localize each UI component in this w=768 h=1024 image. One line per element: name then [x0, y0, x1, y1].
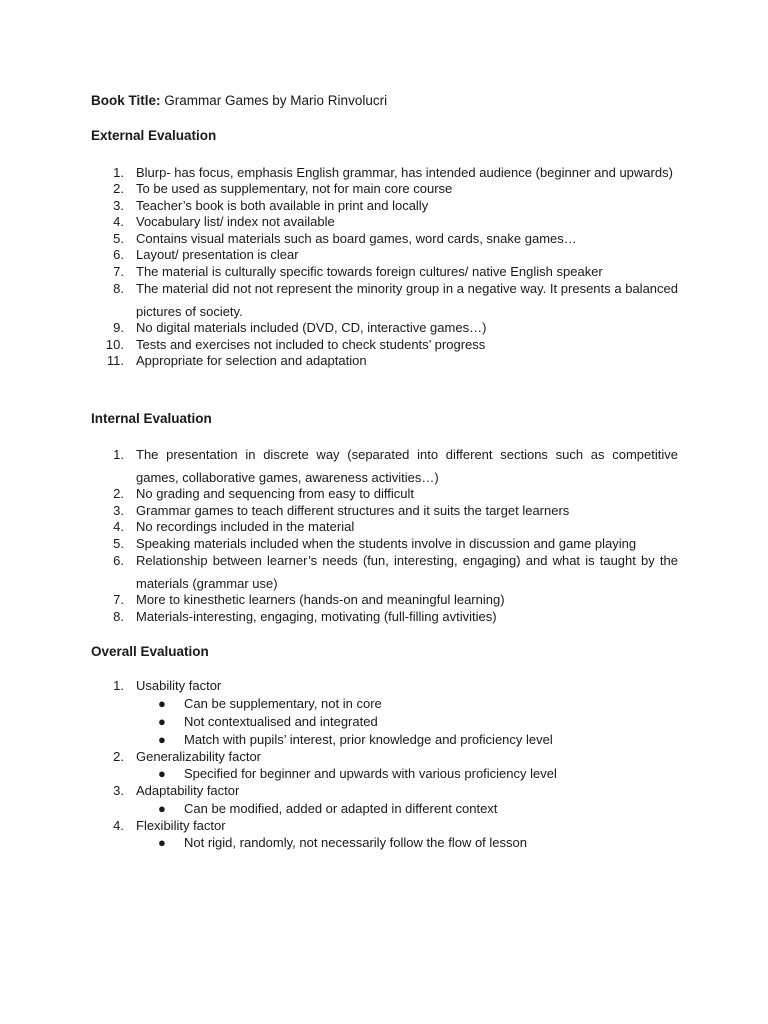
bullet-icon: ● — [158, 713, 166, 729]
factor-item: 1. Usability factor ● Can be supplementary, not in core ● Not contextualised and integrated ● Match with pupils’ interest, prior knowledge and proficiency level — [100, 678, 678, 749]
list-item: 2. To be used as supplementary, not for main core course — [113, 181, 453, 196]
factor-item: 4. Flexibility factor ● Not rigid, randomly, not necessarily follow the flow of lesson — [100, 818, 678, 853]
list-item: 7. More to kinesthetic learners (hands-on and meaningful learning) — [113, 592, 505, 607]
list-item: 3. Grammar games to teach different structures and it suits the target learners — [113, 502, 570, 518]
book-title-label: Book Title: — [91, 93, 161, 108]
overall-evaluation-heading: Overall Evaluation — [91, 644, 209, 659]
factor-bullets — [136, 834, 678, 852]
factor-bullets — [136, 765, 678, 783]
list-item: 5. Contains visual materials such as board games, word cards, snake games… — [113, 230, 577, 246]
list-item: 10. Tests and exercises not included to check students’ progress — [105, 336, 486, 352]
bullet-item: ● Can be modified, added or adapted in different context — [158, 800, 498, 816]
list-item: 8. Materials-interesting, engaging, motivating (full-filling avtivities) — [113, 608, 497, 624]
list-item: 4. Vocabulary list/ index not available — [113, 214, 335, 229]
bullet-item: ● Specified for beginner and upwards with various proficiency level — [158, 766, 557, 781]
bullet-icon: ● — [158, 835, 166, 850]
factor-bullets — [136, 800, 678, 818]
bullet-icon: ● — [158, 800, 166, 816]
list-item: 6. Relationship between learner’s needs (fun, interesting, engaging) and what is taught by the materials (grammar use) — [113, 553, 678, 591]
bullet-item: ● Not rigid, randomly, not necessarily follow the flow of lesson — [158, 835, 527, 850]
internal-evaluation-list — [100, 446, 678, 625]
list-item: 1. Blurp- has focus, emphasis English grammar, has intended audience (beginner and upwards) — [113, 165, 673, 180]
list-item: 5. Speaking materials included when the students involve in discussion and game playing — [113, 535, 637, 551]
internal-evaluation-heading: Internal Evaluation — [91, 411, 212, 426]
factor-item: 3. Adaptability factor ● Can be modified, added or adapted in different context — [100, 783, 678, 818]
bullet-item: ● Can be supplementary, not in core — [158, 695, 382, 711]
list-item: 7. The material is culturally specific towards foreign cultures/ native English speaker — [113, 263, 603, 279]
factor-bullets — [136, 695, 678, 749]
external-evaluation-heading: External Evaluation — [91, 128, 217, 143]
bullet-icon: ● — [158, 731, 166, 747]
overall-evaluation-list — [100, 678, 678, 852]
list-item: 8. The material did not not represent the minority group in a negative way. It presents a balanced pictures of society. — [113, 281, 678, 319]
list-item: 6. Layout/ presentation is clear — [113, 247, 299, 262]
list-item: 1. The presentation in discrete way (separated into different sections such as competitive games, collaborative games, awareness activities…) — [113, 447, 678, 485]
list-item: 9. No digital materials included (DVD, CD, interactive games…) — [113, 320, 487, 335]
book-title-line — [91, 93, 387, 109]
list-item: 4. No recordings included in the material — [113, 519, 355, 534]
book-title-value: Grammar Games by Mario Rinvolucri — [164, 93, 388, 108]
list-item: 2. No grading and sequencing from easy to difficult — [113, 486, 414, 501]
bullet-item: ● Not contextualised and integrated — [158, 713, 378, 729]
list-item: 3. Teacher’s book is both available in print and locally — [113, 197, 429, 213]
bullet-item: ● Match with pupils’ interest, prior knowledge and proficiency level — [158, 731, 553, 747]
factor-item: 2. Generalizability factor ● Specified for beginner and upwards with various proficiency level — [100, 749, 678, 784]
external-evaluation-list — [100, 164, 678, 370]
list-item: 11. Appropriate for selection and adaptation — [106, 353, 367, 368]
bullet-icon: ● — [158, 695, 166, 711]
bullet-icon: ● — [158, 766, 166, 781]
